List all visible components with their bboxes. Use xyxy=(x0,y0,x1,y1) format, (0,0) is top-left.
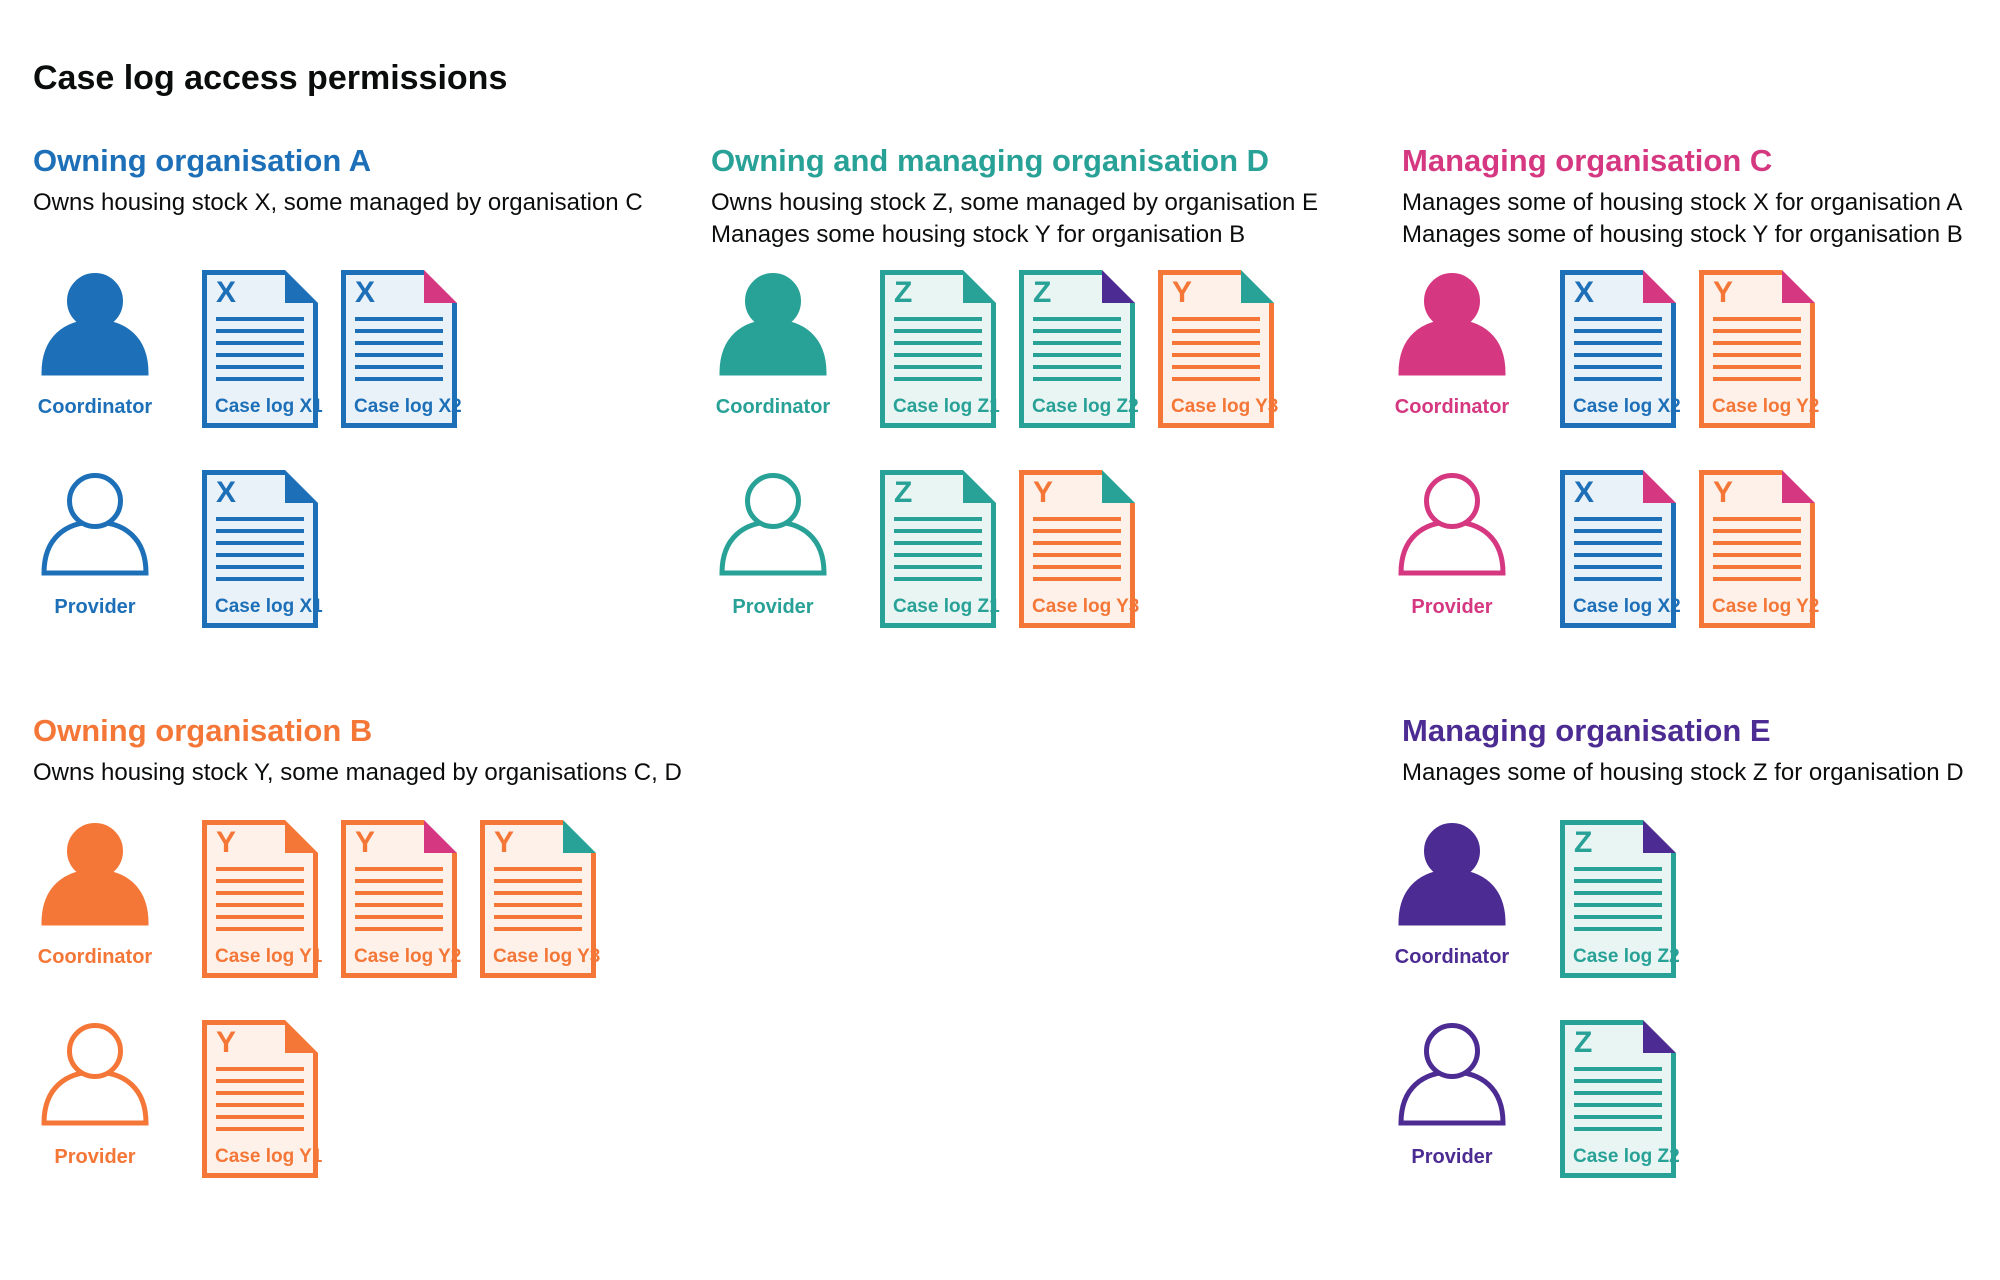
document-lines xyxy=(1033,317,1121,389)
document-text-line xyxy=(1033,377,1121,381)
stock-letter: Y xyxy=(216,1026,237,1059)
case-log-label: Case log Z2 xyxy=(1573,946,1680,967)
stock-letter: Y xyxy=(1713,476,1734,509)
document-text-line xyxy=(1574,317,1662,321)
document-text-line xyxy=(1033,317,1121,321)
stock-letter: X xyxy=(1574,476,1595,509)
case-log-document xyxy=(1560,1020,1680,1178)
case-log-label: Case log X1 xyxy=(215,396,323,417)
document-text-line xyxy=(1574,365,1662,369)
stock-letter: Y xyxy=(1713,276,1734,309)
case-log-label: Case log Z2 xyxy=(1032,396,1139,417)
person-head xyxy=(1427,1026,1478,1077)
document-text-line xyxy=(216,1127,304,1131)
document-text-line xyxy=(216,879,304,883)
case-log-label: Case log Y3 xyxy=(1032,596,1140,617)
person-head xyxy=(70,476,121,527)
stock-letter: Z xyxy=(1574,1026,1593,1059)
document-text-line xyxy=(1713,353,1801,357)
document-text-line xyxy=(216,541,304,545)
section-description-line: Manages some of housing stock Z for organisation D xyxy=(1402,759,1964,786)
document-text-line xyxy=(1574,915,1662,919)
document-text-line xyxy=(216,377,304,381)
document-text-line xyxy=(1713,565,1801,569)
document-text-line xyxy=(216,891,304,895)
document-lines xyxy=(894,317,982,389)
document-text-line xyxy=(894,553,982,557)
coordinator-person-icon xyxy=(40,272,150,383)
case-log-label: Case log X2 xyxy=(1573,396,1681,417)
document-text-line xyxy=(1574,529,1662,533)
provider-person-icon xyxy=(40,1022,150,1133)
document-text-line xyxy=(1033,329,1121,333)
document-lines xyxy=(1574,1067,1662,1139)
document-lines xyxy=(1172,317,1260,389)
document-text-line xyxy=(216,529,304,533)
document-text-line xyxy=(1172,353,1260,357)
stock-letter: Y xyxy=(1033,476,1054,509)
document-text-line xyxy=(1172,377,1260,381)
section-description-line: Owns housing stock Y, some managed by organisations C, D xyxy=(33,759,682,786)
document-text-line xyxy=(216,317,304,321)
document-text-line xyxy=(355,891,443,895)
document-text-line xyxy=(216,927,304,931)
document-text-line xyxy=(216,329,304,333)
provider-label: Provider xyxy=(1411,1146,1493,1168)
document-text-line xyxy=(894,341,982,345)
document-text-line xyxy=(1033,577,1121,581)
document-text-line xyxy=(1033,553,1121,557)
case-log-label: Case log X2 xyxy=(354,396,462,417)
case-log-document xyxy=(1699,470,1820,628)
section-heading-org-e: Managing organisation E xyxy=(1402,713,1771,748)
document-lines xyxy=(216,517,304,589)
provider-label: Provider xyxy=(54,596,136,618)
document-text-line xyxy=(1574,1115,1662,1119)
section-description-line: Manages some housing stock Y for organisation B xyxy=(711,221,1246,248)
document-text-line xyxy=(494,891,582,895)
document-text-line xyxy=(894,329,982,333)
section-description xyxy=(1402,757,1964,789)
case-log-label: Case log Z2 xyxy=(1573,1146,1680,1167)
document-text-line xyxy=(355,927,443,931)
document-text-line xyxy=(1172,365,1260,369)
person-head xyxy=(748,276,799,327)
stock-letter: Z xyxy=(1033,276,1052,309)
provider-icon xyxy=(718,472,828,578)
document-lines xyxy=(1713,517,1801,589)
document-text-line xyxy=(216,565,304,569)
provider-icon xyxy=(1397,1022,1507,1128)
case-log-document xyxy=(1699,270,1820,428)
document-text-line xyxy=(216,1079,304,1083)
document-text-line xyxy=(1574,553,1662,557)
section-description xyxy=(33,187,643,219)
coordinator-person-icon xyxy=(40,822,150,933)
document-lines xyxy=(1574,867,1662,939)
document-text-line xyxy=(894,317,982,321)
document-text-line xyxy=(894,541,982,545)
document-lines xyxy=(1574,517,1662,589)
person-shoulders xyxy=(1401,1072,1503,1123)
stock-letter: X xyxy=(355,276,376,309)
case-log-label: Case log Y3 xyxy=(1171,396,1279,417)
stock-letter: Y xyxy=(494,826,515,859)
section-description xyxy=(711,187,1318,251)
provider-person-icon xyxy=(718,472,828,583)
coordinator-person-icon xyxy=(1397,822,1507,933)
case-log-document xyxy=(880,270,1000,428)
document-text-line xyxy=(355,915,443,919)
document-text-line xyxy=(1713,377,1801,381)
document-lines xyxy=(216,1067,304,1139)
section-heading-org-d: Owning and managing organisation D xyxy=(711,143,1270,178)
coordinator-icon xyxy=(40,272,150,378)
person-shoulders xyxy=(44,1072,146,1123)
case-log-label: Case log Z1 xyxy=(893,596,1000,617)
document-text-line xyxy=(355,341,443,345)
document-text-line xyxy=(894,577,982,581)
person-head xyxy=(748,476,799,527)
document-text-line xyxy=(1574,927,1662,931)
document-text-line xyxy=(216,341,304,345)
section-description-line: Manages some of housing stock X for organisation A xyxy=(1402,189,1963,216)
case-log-label: Case log Y1 xyxy=(215,946,323,967)
document-text-line xyxy=(894,365,982,369)
stock-letter: X xyxy=(1574,276,1595,309)
document-text-line xyxy=(1574,341,1662,345)
document-text-line xyxy=(355,317,443,321)
document-text-line xyxy=(1574,867,1662,871)
document-text-line xyxy=(1574,1127,1662,1131)
case-log-document xyxy=(202,820,323,978)
document-text-line xyxy=(894,529,982,533)
document-text-line xyxy=(494,867,582,871)
document-text-line xyxy=(1713,553,1801,557)
document-text-line xyxy=(355,329,443,333)
document-text-line xyxy=(1033,365,1121,369)
document-text-line xyxy=(494,915,582,919)
case-log-document xyxy=(202,470,323,628)
document-text-line xyxy=(1574,879,1662,883)
coordinator-icon xyxy=(40,822,150,928)
case-log-document xyxy=(1560,270,1681,428)
case-log-document xyxy=(202,1020,323,1178)
document-text-line xyxy=(894,517,982,521)
case-log-document xyxy=(1560,470,1681,628)
document-text-line xyxy=(1574,329,1662,333)
provider-icon xyxy=(40,1022,150,1128)
document-text-line xyxy=(355,377,443,381)
section-heading-org-b: Owning organisation B xyxy=(33,713,373,748)
document-lines xyxy=(894,517,982,589)
coordinator-icon xyxy=(1397,272,1507,378)
case-log-document xyxy=(880,470,1000,628)
person-head xyxy=(70,1026,121,1077)
document-text-line xyxy=(1713,365,1801,369)
case-log-document xyxy=(1019,270,1139,428)
case-log-label: Case log X2 xyxy=(1573,596,1681,617)
document-text-line xyxy=(1574,1103,1662,1107)
document-text-line xyxy=(1172,317,1260,321)
coordinator-person-icon xyxy=(718,272,828,383)
document-text-line xyxy=(1713,517,1801,521)
document-text-line xyxy=(216,1115,304,1119)
stock-letter: Y xyxy=(1172,276,1193,309)
person-shoulders xyxy=(1401,522,1503,573)
case-log-document xyxy=(341,820,462,978)
provider-label: Provider xyxy=(54,1146,136,1168)
case-log-label: Case log Y2 xyxy=(354,946,462,967)
person-shoulders xyxy=(44,322,146,373)
document-lines xyxy=(1033,517,1121,589)
document-text-line xyxy=(1713,341,1801,345)
document-lines xyxy=(1713,317,1801,389)
case-log-label: Case log Y3 xyxy=(493,946,601,967)
document-lines xyxy=(355,317,443,389)
document-text-line xyxy=(1574,353,1662,357)
coordinator-label: Coordinator xyxy=(1394,946,1510,968)
case-log-document xyxy=(480,820,601,978)
provider-person-icon xyxy=(1397,472,1507,583)
document-text-line xyxy=(216,903,304,907)
case-log-label: Case log Y1 xyxy=(215,1146,323,1167)
person-shoulders xyxy=(1401,872,1503,923)
section-description-line: Manages some of housing stock Y for organisation B xyxy=(1402,221,1963,248)
case-log-document xyxy=(202,270,323,428)
provider-label: Provider xyxy=(732,596,814,618)
document-text-line xyxy=(494,927,582,931)
document-text-line xyxy=(216,867,304,871)
document-text-line xyxy=(1713,317,1801,321)
coordinator-label: Coordinator xyxy=(37,396,153,418)
case-log-document xyxy=(1560,820,1680,978)
document-text-line xyxy=(894,377,982,381)
document-text-line xyxy=(1574,891,1662,895)
document-text-line xyxy=(355,903,443,907)
person-head xyxy=(70,826,121,877)
case-log-document xyxy=(341,270,462,428)
document-text-line xyxy=(1574,1091,1662,1095)
case-log-label: Case log X1 xyxy=(215,596,323,617)
document-text-line xyxy=(1033,353,1121,357)
document-text-line xyxy=(1574,565,1662,569)
document-text-line xyxy=(1033,341,1121,345)
document-text-line xyxy=(1033,565,1121,569)
document-lines xyxy=(216,867,304,939)
document-text-line xyxy=(894,353,982,357)
coordinator-label: Coordinator xyxy=(1394,396,1510,418)
document-text-line xyxy=(1172,329,1260,333)
document-text-line xyxy=(216,1103,304,1107)
document-text-line xyxy=(1574,517,1662,521)
provider-icon xyxy=(1397,472,1507,578)
person-head xyxy=(1427,276,1478,327)
stock-letter: X xyxy=(216,276,237,309)
case-log-document xyxy=(1019,470,1140,628)
document-text-line xyxy=(216,915,304,919)
document-text-line xyxy=(216,365,304,369)
coordinator-label: Coordinator xyxy=(37,946,153,968)
stock-letter: Y xyxy=(216,826,237,859)
section-heading-org-a: Owning organisation A xyxy=(33,143,372,178)
section-description-line: Owns housing stock X, some managed by organisation C xyxy=(33,189,643,216)
document-text-line xyxy=(355,353,443,357)
document-text-line xyxy=(216,353,304,357)
section-description-line: Owns housing stock Z, some managed by organisation E xyxy=(711,189,1318,216)
case-log-document xyxy=(1158,270,1279,428)
document-text-line xyxy=(355,867,443,871)
person-shoulders xyxy=(44,522,146,573)
document-text-line xyxy=(1033,517,1121,521)
document-lines xyxy=(355,867,443,939)
document-text-line xyxy=(1574,577,1662,581)
document-text-line xyxy=(1574,1067,1662,1071)
document-lines xyxy=(494,867,582,939)
person-head xyxy=(1427,826,1478,877)
person-head xyxy=(70,276,121,327)
document-text-line xyxy=(1172,341,1260,345)
section-heading-org-c: Managing organisation C xyxy=(1402,143,1773,178)
document-text-line xyxy=(894,565,982,569)
person-shoulders xyxy=(1401,322,1503,373)
provider-person-icon xyxy=(1397,1022,1507,1133)
provider-icon xyxy=(40,472,150,578)
document-text-line xyxy=(355,879,443,883)
coordinator-icon xyxy=(718,272,828,378)
document-text-line xyxy=(1574,903,1662,907)
coordinator-person-icon xyxy=(1397,272,1507,383)
case-log-label: Case log Y2 xyxy=(1712,396,1820,417)
document-text-line xyxy=(1574,1079,1662,1083)
stock-letter: Y xyxy=(355,826,376,859)
coordinator-icon xyxy=(1397,822,1507,928)
page-title: Case log access permissions xyxy=(33,58,508,97)
provider-person-icon xyxy=(40,472,150,583)
case-log-label: Case log Z1 xyxy=(893,396,1000,417)
provider-label: Provider xyxy=(1411,596,1493,618)
person-shoulders xyxy=(722,322,824,373)
document-text-line xyxy=(1713,329,1801,333)
document-text-line xyxy=(1713,577,1801,581)
document-lines xyxy=(1574,317,1662,389)
document-text-line xyxy=(216,1091,304,1095)
document-text-line xyxy=(216,1067,304,1071)
document-text-line xyxy=(1033,541,1121,545)
section-description xyxy=(33,757,682,789)
person-shoulders xyxy=(44,872,146,923)
coordinator-label: Coordinator xyxy=(715,396,831,418)
document-text-line xyxy=(1574,377,1662,381)
document-text-line xyxy=(355,365,443,369)
document-text-line xyxy=(494,879,582,883)
document-text-line xyxy=(216,577,304,581)
stock-letter: X xyxy=(216,476,237,509)
document-text-line xyxy=(216,553,304,557)
document-text-line xyxy=(1713,529,1801,533)
document-text-line xyxy=(1713,541,1801,545)
case-log-label: Case log Y2 xyxy=(1712,596,1820,617)
document-text-line xyxy=(1033,529,1121,533)
stock-letter: Z xyxy=(894,276,913,309)
stock-letter: Z xyxy=(894,476,913,509)
document-text-line xyxy=(1574,541,1662,545)
document-text-line xyxy=(216,517,304,521)
document-lines xyxy=(216,317,304,389)
document-text-line xyxy=(494,903,582,907)
person-head xyxy=(1427,476,1478,527)
stock-letter: Z xyxy=(1574,826,1593,859)
section-description xyxy=(1402,187,1963,251)
person-shoulders xyxy=(722,522,824,573)
